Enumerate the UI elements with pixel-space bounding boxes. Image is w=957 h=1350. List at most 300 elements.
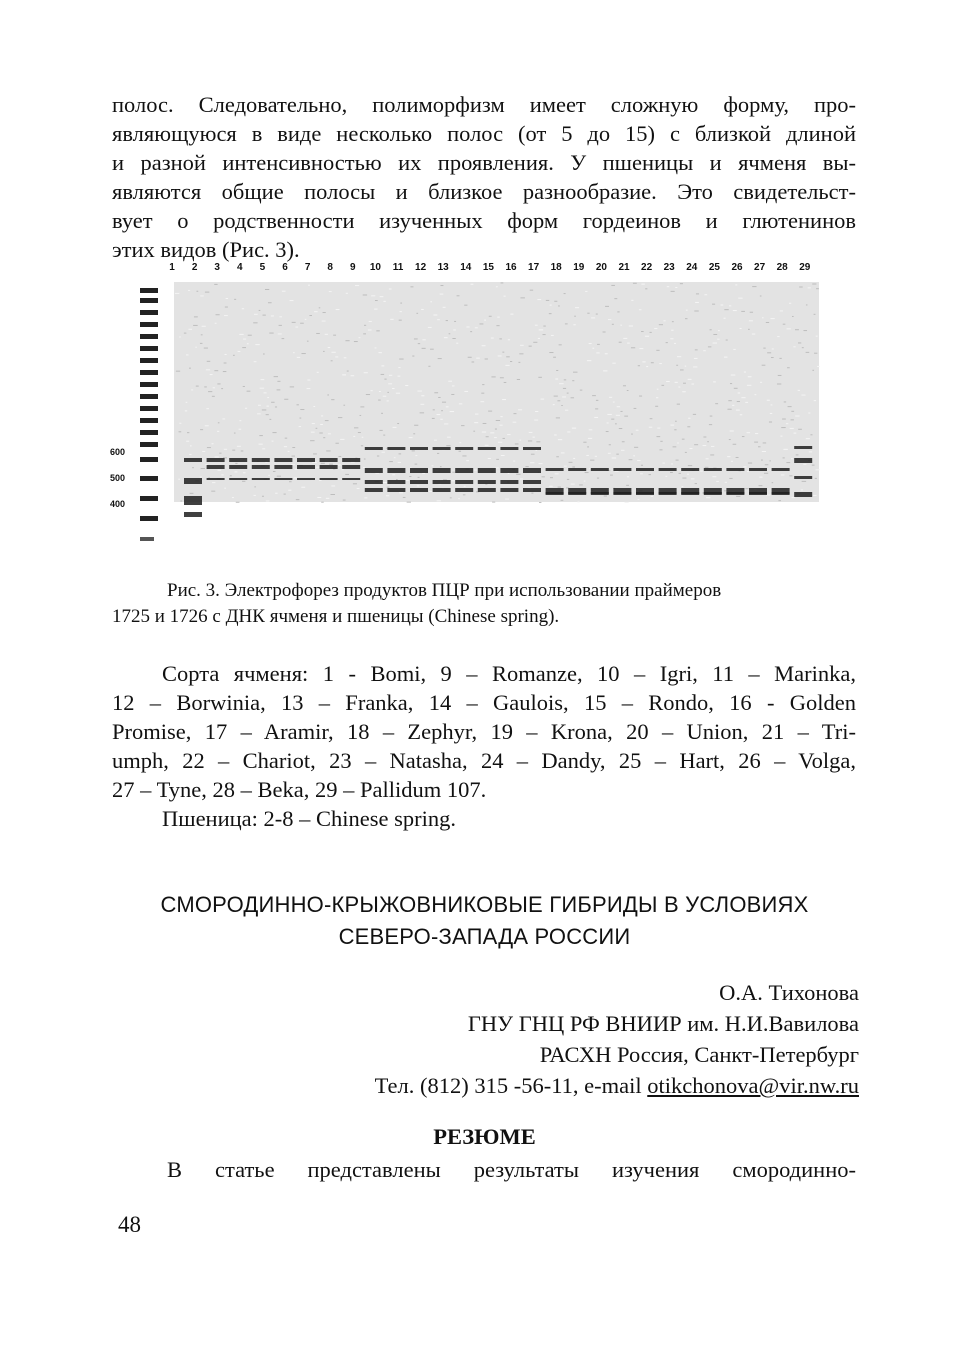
gel-speckle	[781, 427, 785, 428]
gel-speckle	[513, 461, 515, 462]
gel-speckle	[779, 358, 781, 359]
gel-speckle	[567, 393, 569, 394]
gel-speckle	[485, 358, 488, 359]
gel-speckle	[316, 428, 318, 429]
gel-speckle	[269, 419, 271, 420]
gel-speckle	[550, 477, 553, 478]
gel-speckle	[688, 465, 692, 466]
gel-speckle	[312, 462, 316, 463]
gel-speckle	[561, 405, 563, 406]
gel-speckle	[520, 297, 524, 298]
gel-speckle	[677, 356, 681, 357]
gel-speckle	[639, 309, 642, 310]
gel-speckle	[293, 352, 295, 353]
gel-speckle	[418, 477, 420, 478]
gel-speckle	[784, 401, 786, 402]
gel-speckle	[761, 460, 763, 461]
gel-speckle	[704, 294, 707, 295]
gel-speckle	[221, 388, 223, 389]
gel-speckle	[595, 456, 597, 457]
gel-speckle	[680, 283, 683, 284]
gel-speckle	[379, 430, 382, 431]
gel-speckle	[673, 446, 677, 447]
gel-speckle	[639, 396, 642, 397]
gel-speckle	[241, 450, 244, 451]
gel-speckle	[308, 285, 310, 286]
sample-band	[184, 458, 202, 462]
gel-speckle	[422, 339, 425, 340]
gel-speckle	[742, 436, 745, 437]
gel-speckle	[186, 441, 189, 442]
gel-speckle	[596, 400, 598, 401]
gel-speckle	[657, 389, 659, 390]
gel-speckle	[729, 439, 731, 440]
gel-speckle	[763, 348, 765, 349]
gel-speckle	[770, 318, 774, 319]
sample-band	[591, 492, 609, 495]
gel-speckle	[616, 454, 618, 455]
gel-speckle	[780, 436, 782, 437]
sample-band	[320, 458, 338, 462]
gel-speckle	[284, 446, 287, 447]
gel-speckle	[764, 473, 768, 474]
gel-speckle	[579, 484, 583, 485]
gel-speckle	[254, 486, 256, 487]
gel-speckle	[257, 413, 260, 414]
gel-speckle	[772, 482, 774, 483]
gel-speckle	[812, 370, 814, 371]
gel-speckle	[713, 334, 717, 335]
gel-speckle	[175, 293, 179, 294]
ladder-band	[140, 334, 158, 339]
gel-speckle	[489, 316, 492, 317]
gel-speckle	[389, 375, 392, 376]
gel-speckle	[549, 352, 553, 353]
gel-speckle	[224, 449, 227, 450]
gel-speckle	[224, 488, 226, 489]
gel-speckle	[379, 391, 381, 392]
author-block	[375, 977, 859, 1101]
gel-speckle	[390, 319, 393, 320]
gel-speckle	[496, 420, 500, 421]
contact-line	[375, 1070, 859, 1101]
gel-speckle	[296, 499, 300, 500]
gel-speckle	[693, 414, 696, 415]
gel-speckle	[665, 476, 667, 477]
gel-speckle	[440, 294, 444, 295]
gel-speckle	[508, 473, 510, 474]
gel-speckle	[192, 467, 194, 468]
gel-speckle	[814, 400, 816, 401]
gel-speckle	[476, 358, 480, 359]
gel-speckle	[500, 425, 503, 426]
gel-speckle	[783, 449, 787, 450]
gel-speckle	[438, 358, 442, 359]
gel-speckle	[492, 502, 495, 503]
gel-speckle	[812, 284, 816, 285]
gel-speckle	[814, 353, 817, 354]
gel-speckle	[490, 432, 494, 433]
gel-speckle	[441, 410, 443, 411]
sample-band	[387, 480, 405, 484]
ladder-band	[140, 476, 158, 481]
gel-speckle	[556, 456, 559, 457]
gel-speckle	[725, 482, 727, 483]
gel-speckle	[212, 443, 214, 444]
lane-number-label: 5	[259, 262, 266, 273]
gel-speckle	[641, 331, 644, 332]
gel-speckle	[633, 455, 635, 456]
gel-speckle	[331, 399, 334, 400]
gel-speckle	[559, 344, 562, 345]
gel-speckle	[605, 306, 609, 307]
gel-speckle	[808, 287, 811, 288]
gel-speckle	[253, 322, 257, 323]
gel-speckle	[313, 406, 315, 407]
gel-speckle	[421, 395, 424, 396]
gel-speckle	[695, 483, 697, 484]
marker-label-500: 500	[110, 473, 126, 483]
gel-speckle	[612, 324, 614, 325]
gel-speckle	[458, 498, 460, 499]
gel-speckle	[309, 315, 312, 316]
sample-band	[342, 478, 360, 480]
gel-speckle	[717, 339, 719, 340]
gel-speckle	[783, 457, 785, 458]
gel-speckle	[508, 339, 510, 340]
gel-speckle	[239, 429, 242, 430]
gel-speckle	[660, 441, 662, 442]
gel-speckle	[463, 494, 466, 495]
gel-speckle	[587, 446, 589, 447]
gel-speckle	[259, 310, 261, 311]
sample-band	[772, 492, 790, 495]
gel-speckle	[452, 385, 454, 386]
gel-speckle	[798, 390, 800, 391]
gel-speckle	[243, 339, 246, 340]
gel-speckle	[269, 333, 273, 334]
gel-speckle	[691, 478, 695, 479]
gel-speckle	[619, 428, 622, 429]
gel-speckle	[762, 451, 766, 452]
gel-speckle	[748, 376, 752, 377]
gel-speckle	[812, 465, 815, 466]
gel-speckle	[444, 337, 448, 338]
gel-speckle	[494, 437, 497, 438]
gel-speckle	[676, 460, 679, 461]
sample-band	[478, 488, 496, 492]
gel-speckle	[262, 496, 264, 497]
lane-number-label: 21	[618, 262, 630, 273]
gel-speckle	[375, 347, 377, 348]
gel-speckle	[328, 433, 331, 434]
gel-speckle	[624, 502, 628, 503]
gel-speckle	[213, 387, 215, 388]
ladder-band	[140, 442, 158, 447]
gel-speckle	[387, 400, 389, 401]
gel-speckle	[498, 355, 502, 356]
gel-speckle	[614, 298, 617, 299]
gel-speckle	[259, 435, 263, 436]
gel-speckle	[468, 357, 472, 358]
gel-speckle	[573, 324, 575, 325]
gel-speckle	[808, 413, 810, 414]
sample-band	[433, 468, 451, 473]
gel-speckle	[636, 430, 639, 431]
gel-speckle	[343, 405, 345, 406]
gel-speckle	[561, 500, 564, 501]
gel-speckle	[677, 404, 680, 405]
gel-speckle	[616, 415, 620, 416]
gel-speckle	[747, 432, 751, 433]
gel-speckle	[657, 428, 660, 429]
gel-speckle	[184, 333, 187, 334]
gel-speckle	[258, 405, 261, 406]
gel-speckle	[749, 320, 753, 321]
gel-speckle	[428, 366, 430, 367]
gel-speckle	[687, 474, 689, 475]
gel-speckle	[363, 467, 365, 468]
gel-speckle	[624, 416, 628, 417]
lane-number-label: 13	[437, 262, 449, 273]
gel-speckle	[777, 383, 781, 384]
gel-speckle	[682, 391, 686, 392]
gel-speckle	[738, 298, 742, 299]
gel-speckle	[620, 325, 622, 326]
sample-band	[704, 468, 722, 471]
gel-speckle	[331, 485, 335, 486]
gel-speckle	[190, 445, 192, 446]
gel-speckle	[562, 396, 566, 397]
gel-speckle	[810, 434, 812, 435]
gel-speckle	[230, 475, 232, 476]
sample-band	[207, 478, 225, 480]
gel-speckle	[288, 490, 291, 491]
article-title-line: СЕВЕРО-ЗАПАДА РОССИИ	[338, 924, 631, 949]
gel-speckle	[335, 356, 338, 357]
gel-speckle	[682, 486, 684, 487]
varieties-paragraph	[112, 659, 856, 833]
gel-speckle	[564, 293, 566, 294]
sample-band	[726, 468, 744, 471]
gel-speckle	[321, 463, 325, 464]
gel-speckle	[362, 437, 364, 438]
gel-speckle	[271, 315, 274, 316]
gel-speckle	[518, 409, 522, 410]
gel-speckle	[500, 377, 504, 378]
gel-speckle	[387, 487, 390, 488]
gel-speckle	[400, 303, 402, 304]
gel-speckle	[530, 290, 533, 291]
gel-speckle	[573, 372, 577, 373]
gel-speckle	[301, 353, 305, 354]
gel-speckle	[317, 497, 321, 498]
sample-band	[297, 458, 315, 462]
gel-speckle	[752, 334, 755, 335]
sample-band	[184, 512, 202, 517]
email-link[interactable]: otikchonova@vir.nw.ru	[647, 1073, 859, 1098]
gel-speckle	[546, 300, 549, 301]
gel-speckle	[762, 365, 766, 366]
ladder-band	[140, 457, 158, 462]
gel-speckle	[295, 327, 298, 328]
sample-band	[659, 468, 677, 471]
gel-speckle	[671, 291, 675, 292]
gel-speckle	[549, 313, 552, 314]
sample-band	[568, 468, 586, 471]
gel-speckle	[515, 443, 519, 444]
gel-speckle	[307, 341, 309, 342]
gel-speckle	[488, 411, 492, 412]
gel-speckle	[329, 291, 332, 292]
gel-speckle	[510, 314, 513, 315]
gel-speckle	[430, 301, 432, 302]
gel-speckle	[358, 432, 361, 433]
gel-speckle	[688, 418, 690, 419]
gel-speckle	[206, 369, 210, 370]
gel-speckle	[792, 316, 794, 317]
gel-speckle	[338, 456, 341, 457]
gel-speckle	[357, 488, 360, 489]
gel-speckle	[615, 423, 617, 424]
gel-speckle	[376, 330, 379, 331]
gel-speckle	[355, 285, 359, 286]
sample-band	[297, 465, 315, 469]
sample-band	[568, 492, 586, 495]
gel-speckle	[207, 361, 211, 362]
gel-speckle	[378, 352, 381, 353]
gel-speckle	[266, 500, 270, 501]
gel-speckle	[634, 447, 638, 448]
gel-speckle	[381, 365, 384, 366]
sample-band	[794, 476, 812, 479]
affiliation: ГНУ ГНЦ РФ ВНИИР им. Н.И.Вавилова	[467, 1011, 859, 1036]
gel-speckle	[750, 312, 753, 313]
gel-speckle	[555, 473, 559, 474]
gel-speckle	[296, 404, 298, 405]
gel-speckle	[730, 431, 734, 432]
gel-speckle	[212, 396, 215, 397]
gel-speckle	[531, 454, 535, 455]
gel-speckle	[185, 410, 187, 411]
lane-number-label: 23	[663, 262, 675, 273]
gel-speckle	[663, 320, 665, 321]
gel-speckle	[745, 488, 748, 489]
gel-speckle	[186, 354, 189, 355]
gel-speckle	[440, 419, 442, 420]
gel-speckle	[620, 411, 622, 412]
gel-speckle	[724, 318, 726, 319]
gel-speckle	[502, 399, 506, 400]
gel-speckle	[550, 305, 552, 306]
gel-speckle	[407, 502, 411, 503]
gel-speckle	[558, 305, 560, 306]
gel-speckle	[554, 434, 557, 435]
gel-speckle	[336, 309, 340, 310]
gel-speckle	[638, 499, 640, 500]
gel-speckle	[414, 425, 418, 426]
gel-speckle	[368, 330, 372, 331]
gel-speckle	[343, 500, 346, 501]
affiliation: РАСХН Россия, Санкт-Петербург	[539, 1042, 859, 1067]
gel-speckle	[539, 463, 543, 464]
gel-speckle	[459, 442, 461, 443]
gel-speckle	[299, 418, 301, 419]
gel-speckle	[641, 465, 643, 466]
gel-speckle	[674, 429, 676, 430]
lane-number-label: 20	[595, 262, 607, 273]
gel-speckle	[417, 391, 421, 392]
gel-speckle	[272, 441, 274, 442]
gel-speckle	[651, 362, 654, 363]
gel-speckle	[409, 437, 413, 438]
gel-speckle	[530, 462, 534, 463]
gel-speckle	[535, 325, 538, 326]
gel-speckle	[803, 330, 807, 331]
gel-speckle	[398, 367, 400, 368]
gel-speckle	[473, 431, 475, 432]
gel-speckle	[712, 476, 716, 477]
sample-band	[320, 465, 338, 469]
lane-number-label: 16	[505, 262, 517, 273]
gel-speckle	[218, 470, 222, 471]
gel-speckle	[210, 374, 213, 375]
gel-speckle	[420, 412, 424, 413]
gel-speckle	[623, 338, 627, 339]
gel-speckle	[734, 388, 738, 389]
gel-speckle	[422, 348, 426, 349]
gel-speckle	[645, 336, 649, 337]
gel-speckle	[592, 348, 594, 349]
gel-speckle	[329, 464, 333, 465]
gel-speckle	[446, 445, 450, 446]
gel-speckle	[326, 498, 329, 499]
gel-speckle	[572, 380, 574, 381]
gel-speckle	[654, 328, 657, 329]
sample-band	[274, 465, 292, 469]
gel-speckle	[389, 288, 392, 289]
gel-speckle	[766, 322, 769, 323]
sample-band	[365, 447, 383, 450]
sample-band	[704, 492, 722, 495]
gel-speckle	[565, 323, 568, 324]
gel-speckle	[412, 450, 415, 451]
gel-speckle	[364, 497, 367, 498]
sample-band	[297, 478, 315, 480]
gel-speckle	[495, 467, 498, 468]
sample-band	[523, 488, 541, 492]
gel-speckle	[488, 458, 491, 459]
gel-speckle	[323, 351, 325, 352]
gel-speckle	[617, 311, 619, 312]
gel-speckle	[415, 455, 417, 456]
gel-speckle	[398, 376, 401, 377]
gel-speckle	[605, 353, 608, 354]
gel-speckle	[755, 394, 757, 395]
gel-speckle	[520, 478, 523, 479]
gel-speckle	[549, 486, 553, 487]
gel-speckle	[686, 310, 688, 311]
sample-band	[274, 478, 292, 480]
gel-speckle	[268, 302, 272, 303]
gel-speckle	[535, 411, 538, 412]
gel-speckle	[234, 433, 236, 434]
gel-speckle	[440, 285, 443, 286]
gel-speckle	[662, 463, 664, 464]
sample-band	[342, 458, 360, 462]
gel-speckle	[326, 450, 330, 451]
gel-speckle	[405, 385, 408, 386]
